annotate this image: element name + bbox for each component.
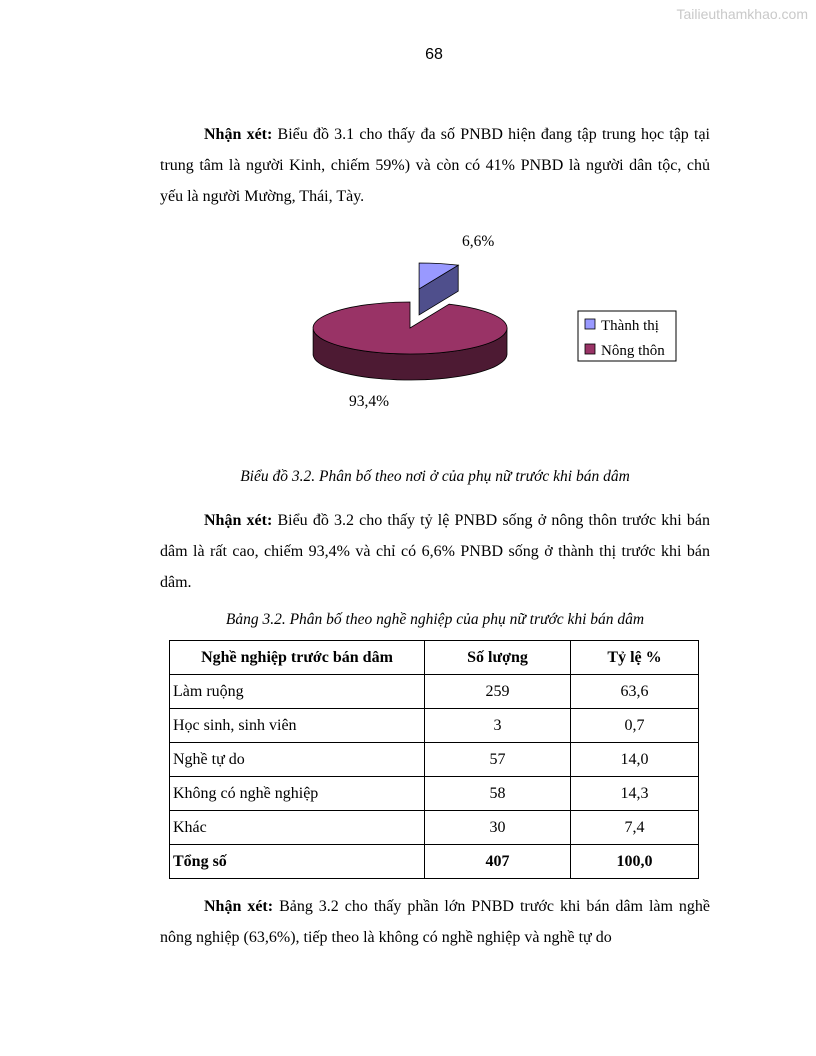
page-number: 68	[425, 46, 443, 63]
cell-count: 259	[425, 675, 571, 709]
table-row	[170, 811, 699, 845]
header-count: Số lượng	[425, 641, 571, 675]
cell-occupation: Làm ruộng	[170, 675, 425, 709]
cell-count: 57	[425, 743, 571, 777]
cell-count: 58	[425, 777, 571, 811]
paragraph-text: Bảng 3.2 cho thấy phần lớn PNBD trước khi bán dâm làm nghề nông nghiệp (63,6%), tiếp theo là không có nghề nghiệp và nghề tự do	[160, 898, 711, 946]
paragraph-2	[160, 505, 710, 598]
occupation-table	[169, 640, 699, 879]
table-caption: Bảng 3.2. Phân bố theo nghề nghiệp của phụ nữ trước khi bán dâm	[225, 611, 645, 628]
lead-label: Nhận xét:	[204, 512, 273, 529]
cell-percent: 0,7	[571, 709, 699, 743]
pie-slices	[313, 263, 507, 380]
table-total-row	[170, 845, 699, 879]
cell-count: 3	[425, 709, 571, 743]
cell-percent: 14,3	[571, 777, 699, 811]
table-row	[170, 709, 699, 743]
data-label-thanh-thi: 6,6%	[462, 233, 495, 250]
paragraph-text: Biểu đồ 3.2 cho thấy tỷ lệ PNBD sống ở nông thôn trước khi bán dâm là rất cao, chiếm 93,4% và chỉ có 6,6% PNBD sống ở thành thị trước khi bán dâm.	[160, 512, 710, 591]
legend-swatch-thanh-thi	[585, 319, 595, 329]
cell-total-label: Tổng số	[170, 845, 425, 879]
cell-occupation: Khác	[170, 811, 425, 845]
cell-percent: 14,0	[571, 743, 699, 777]
paragraph-1	[160, 119, 710, 212]
watermark: Tailieuthamkhao.com	[676, 6, 808, 22]
pie-chart	[290, 222, 690, 422]
data-label-nong-thon: 93,4%	[349, 393, 390, 410]
lead-label: Nhận xét:	[204, 126, 273, 143]
legend-label-nong-thon: Nông thôn	[601, 343, 665, 359]
pie-slice-nong-thon	[313, 302, 507, 354]
table-row	[170, 743, 699, 777]
cell-total-count: 407	[425, 845, 571, 879]
cell-occupation: Học sinh, sinh viên	[170, 709, 425, 743]
table-row	[170, 675, 699, 709]
paragraph-text: Biểu đồ 3.1 cho thấy đa số PNBD hiện đang tập trung học tập tại trung tâm là người Kinh, chiếm 59%) và còn có 41% PNBD là người dân tộc, chủ yếu là người Mường, Thái, Tày.	[160, 126, 711, 205]
cell-occupation: Không có nghề nghiệp	[170, 777, 425, 811]
cell-total-percent: 100,0	[571, 845, 699, 879]
lead-label: Nhận xét:	[204, 898, 274, 915]
cell-count: 30	[425, 811, 571, 845]
legend	[578, 311, 676, 361]
header-percent: Tỷ lệ %	[571, 641, 699, 675]
cell-percent: 63,6	[571, 675, 699, 709]
table-header-row	[170, 641, 699, 675]
table-row	[170, 777, 699, 811]
legend-swatch-nong-thon	[585, 344, 595, 354]
paragraph-3	[160, 891, 710, 953]
header-occupation: Nghề nghiệp trước bán dâm	[170, 641, 425, 675]
cell-percent: 7,4	[571, 811, 699, 845]
cell-occupation: Nghề tự do	[170, 743, 425, 777]
figure-caption: Biểu đồ 3.2. Phân bố theo nơi ở của phụ nữ trước khi bán dâm	[240, 468, 630, 485]
legend-label-thanh-thi: Thành thị	[601, 318, 659, 334]
